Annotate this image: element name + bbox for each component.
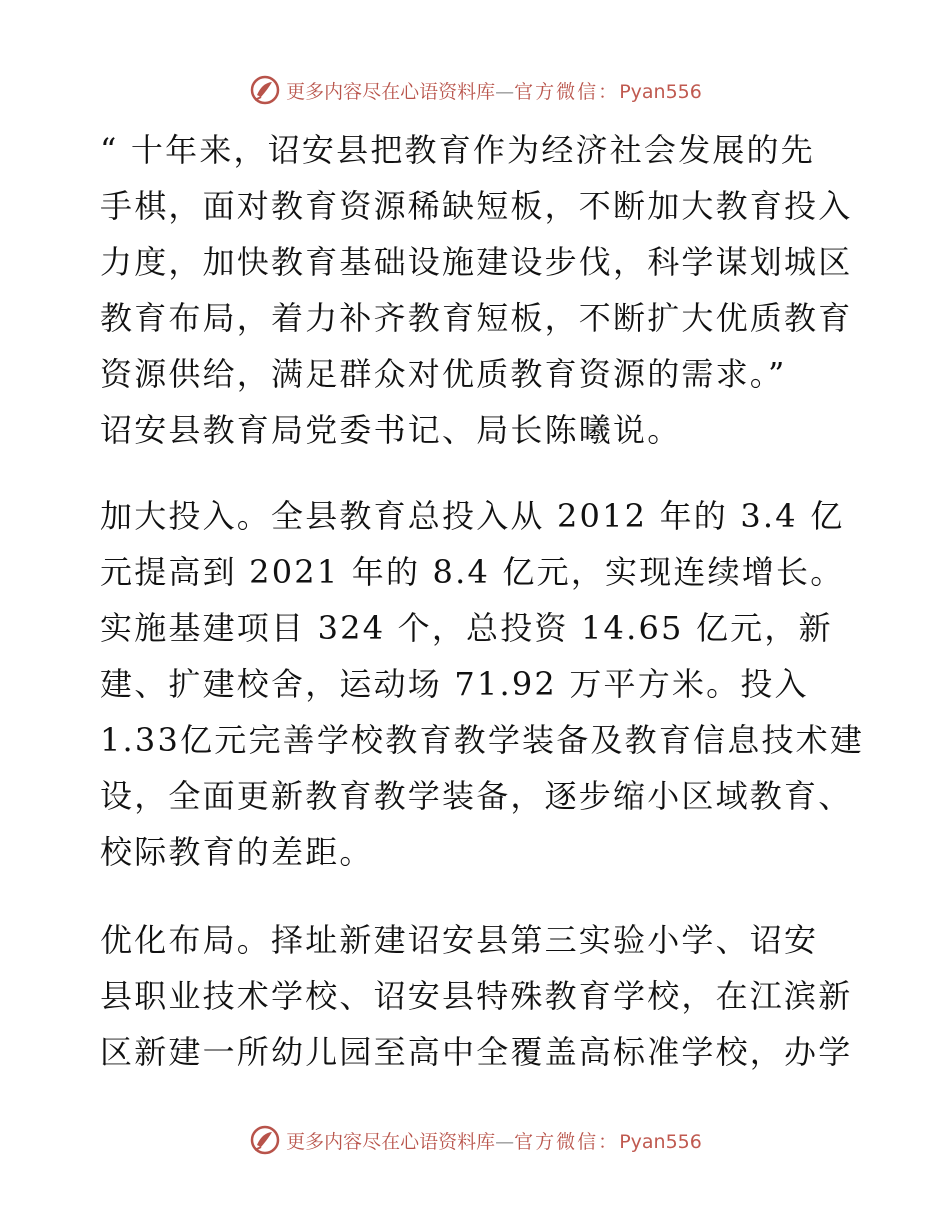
- text-line: 优化布局。择址新建诏安县第三实验小学、诏安: [100, 921, 819, 959]
- footer-watermark: [0, 1122, 950, 1158]
- watermark-sub: 官方微信：: [514, 80, 620, 103]
- text-line: 实施基建项目 324 个，总投资 14.65 亿元，新: [100, 609, 833, 647]
- text-line: 建、扩建校舍，运动场 71.92 万平方米。投入: [100, 665, 809, 703]
- text-line: 教育布局，着力补齐教育短板，不断扩大优质教育: [100, 299, 853, 337]
- text-line: 校际教育的差距。: [100, 833, 374, 871]
- watermark-id: Pyan556: [619, 1130, 702, 1153]
- text-line: “ 十年来，诏安县把教育作为经济社会发展的先: [100, 131, 815, 169]
- watermark-separator: —: [495, 1130, 515, 1153]
- pen-seal-logo-icon: [248, 73, 282, 107]
- watermark-main: 更多内容尽在心语资料库: [286, 1130, 496, 1153]
- paragraph-quote: [100, 122, 860, 458]
- text-line: 元提高到 2021 年的 8.4 亿元，实现连续增长。: [100, 553, 845, 591]
- pen-seal-logo-icon: [248, 1123, 282, 1157]
- text-line: 1.33亿元完善学校教育教学装备及教育信息技术建: [100, 721, 865, 759]
- text-line: 力度，加快教育基础设施建设步伐，科学谋划城区: [100, 243, 853, 281]
- watermark-text: [286, 1127, 702, 1154]
- text-line: 县职业技术学校、诏安县特殊教育学校，在江滨新: [100, 977, 853, 1015]
- watermark-id: Pyan556: [619, 80, 702, 103]
- text-line: 加大投入。全县教育总投入从 2012 年的 3.4 亿: [100, 497, 845, 535]
- watermark-main: 更多内容尽在心语资料库: [286, 80, 496, 103]
- text-line: 诏安县教育局党委书记、局长陈曦说。: [100, 411, 682, 449]
- header-watermark: [0, 72, 950, 108]
- paragraph-investment: [100, 488, 865, 880]
- text-line: 设，全面更新教育教学装备，逐步缩小区域教育、: [100, 777, 853, 815]
- watermark-separator: —: [495, 80, 515, 103]
- watermark-sub: 官方微信：: [514, 1130, 620, 1153]
- text-line: 区新建一所幼儿园至高中全覆盖高标准学校，办学: [100, 1033, 853, 1071]
- paragraph-layout: [100, 912, 860, 1080]
- text-line: 资源供给，满足群众对优质教育资源的需求。”: [100, 355, 787, 393]
- text-line: 手棋，面对教育资源稀缺短板，不断加大教育投入: [100, 187, 853, 225]
- watermark-text: [286, 77, 702, 104]
